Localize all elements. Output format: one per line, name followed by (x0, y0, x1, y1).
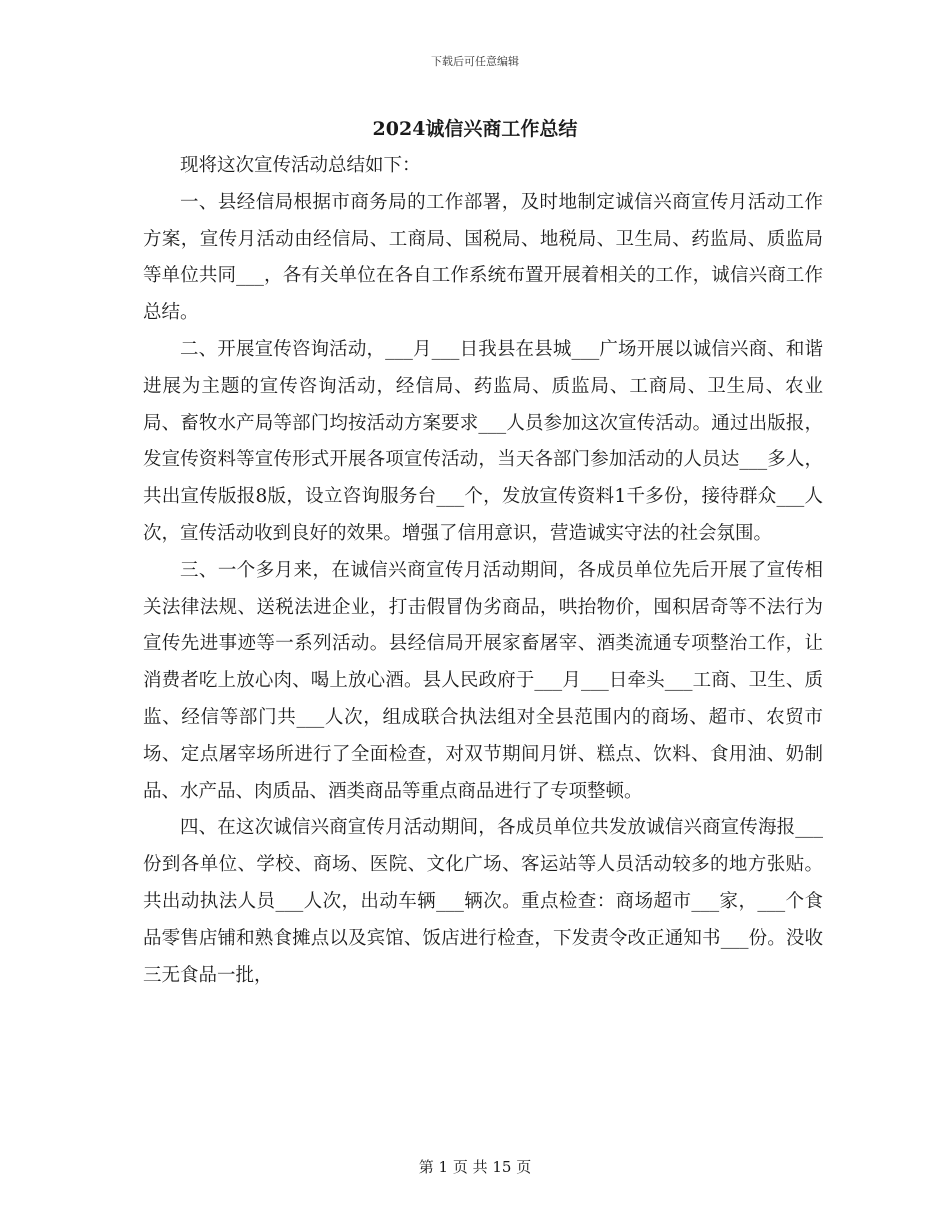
paragraph-3: 三、一个多月来，在诚信兴商宣传月活动期间，各成员单位先后开展了宣传相关法律法规、送税法进企业，打击假冒伪劣商品，哄抬物价，囤积居奇等不法行为宣传先进事迹等一系列活动。县经信局开展家畜屠宰、酒类流通专项整治工作，让消费者吃上放心肉、喝上放心酒。县人民政府于___月___日牵头___工商、卫生、质监、经信等部门共___人次，组成联合执法组对全县范围内的商场、超市、农贸市场、定点屠宰场所进行了全面检查，对双节期间月饼、糕点、饮料、食用油、奶制品、水产品、肉质品、酒类商品等重点商品进行了专项整顿。 (143, 559, 823, 802)
paragraph-1: 一、县经信局根据市商务局的工作部署，及时地制定诚信兴商宣传月活动工作方案，宣传月活动由经信局、工商局、国税局、地税局、卫生局、药监局、质监局等单位共同___，各有关单位在各自工作系统布置开展着相关的工作，诚信兴商工作总结。 (143, 191, 823, 324)
page-number: 第 1 页 共 15 页 (418, 1158, 532, 1176)
document-title: 2024诚信兴商工作总结 (372, 118, 578, 140)
paragraph-intro: 现将这次宣传活动总结如下： (180, 155, 421, 176)
document-body (143, 148, 823, 994)
page-header-note: 下载后可任意编辑 (431, 55, 519, 68)
paragraph-4: 四、在这次诚信兴商宣传月活动期间，各成员单位共发放诚信兴商宣传海报___份到各单位、学校、商场、医院、文化广场、客运站等人员活动较多的地方张贴。共出动执法人员___人次，出动车辆___辆次。重点检查：商场超市___家，___个食品零售店铺和熟食摊点以及宾馆、饭店进行检查，下发责令改正通知书___份。没收三无食品一批， (143, 817, 823, 986)
paragraph-2: 二、开展宣传咨询活动，___月___日我县在县城___广场开展以诚信兴商、和谐进展为主题的宣传咨询活动，经信局、药监局、质监局、工商局、卫生局、农业局、畜牧水产局等部门均按活动方案要求___人员参加这次宣传活动。通过出版报，发宣传资料等宣传形式开展各项宣传活动，当天各部门参加活动的人员达___多人，共出宣传版报8版，设立咨询服务台___个，发放宣传资料1千多份，接待群众___人次，宣传活动收到良好的效果。增强了信用意识，营造诚实守法的社会氛围。 (143, 338, 823, 544)
